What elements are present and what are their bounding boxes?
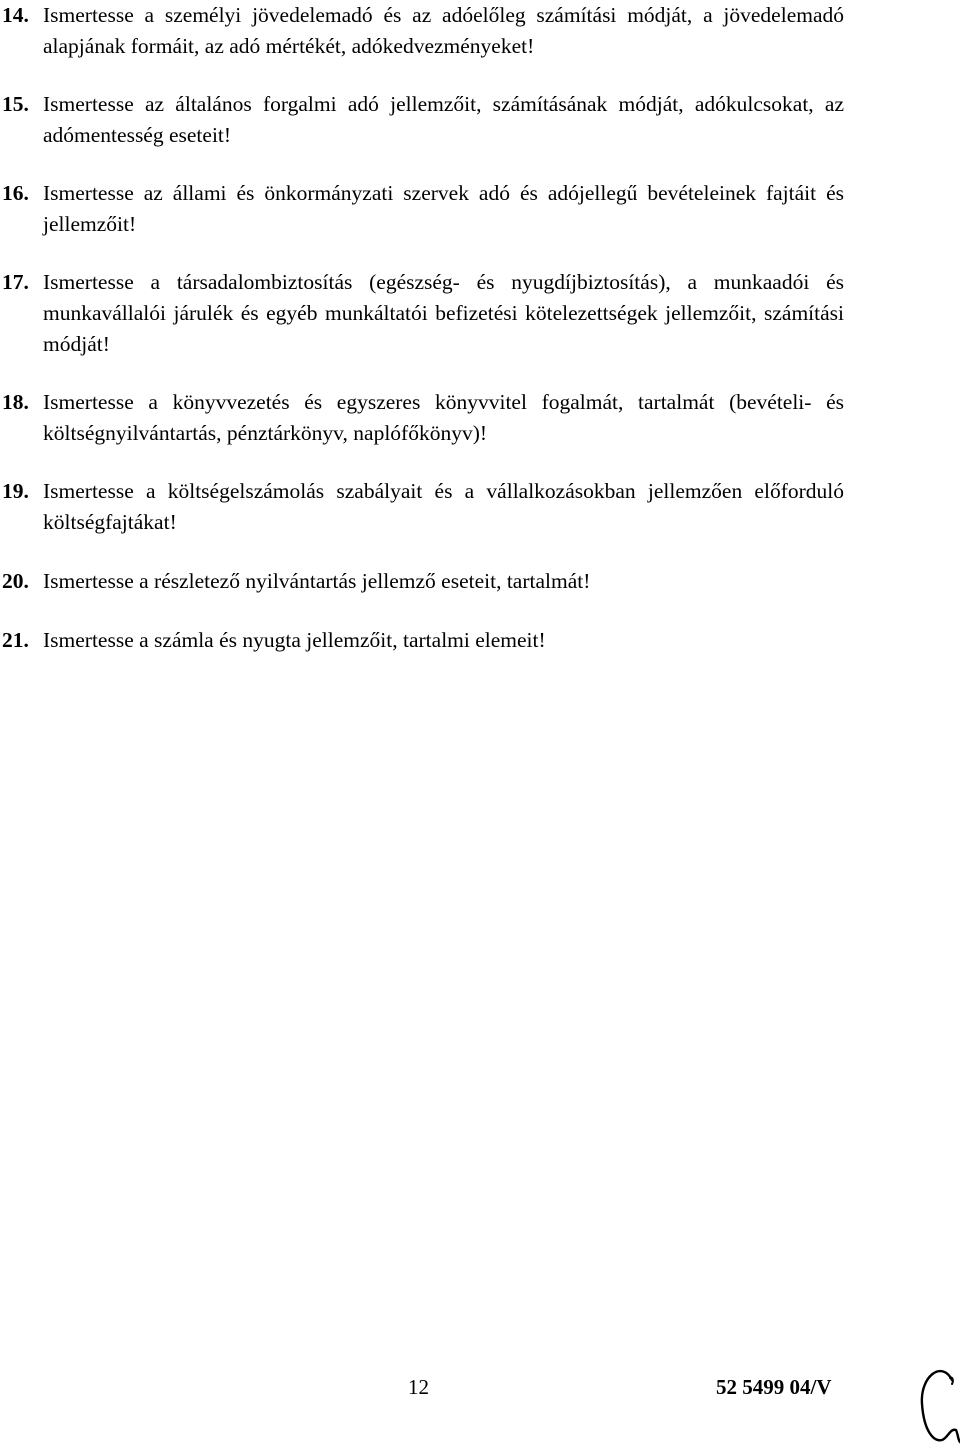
question-item bbox=[2, 387, 844, 449]
question-text: Ismertesse a részletező nyilvántartás jellemző eseteit, tartalmát! bbox=[43, 569, 591, 593]
question-number: 15. bbox=[2, 92, 29, 116]
question-item bbox=[2, 178, 844, 240]
question-text: Ismertesse a személyi jövedelemadó és az adóelőleg számítási módját, a jövedelemadó alapjának formáit, az adó mértékét, adókedvezményeket! bbox=[43, 3, 844, 58]
question-item bbox=[2, 267, 844, 360]
page-number: 12 bbox=[408, 1375, 429, 1399]
question-number: 18. bbox=[2, 390, 29, 414]
question-text: Ismertesse az általános forgalmi adó jellemzőit, számításának módját, adókulcsokat, az adómentesség eseteit! bbox=[43, 92, 844, 147]
question-list bbox=[2, 0, 844, 656]
question-text: Ismertesse a társadalombiztosítás (egészség- és nyugdíjbiztosítás), a munkaadói és munkavállalói járulék és egyéb munkáltatói befizetési kötelezettségek jellemzőit, számítási módját! bbox=[43, 270, 844, 356]
question-item bbox=[2, 625, 844, 656]
question-number: 16. bbox=[2, 181, 29, 205]
question-text: Ismertesse a számla és nyugta jellemzőit, tartalmi elemeit! bbox=[43, 628, 546, 652]
document-code: 52 5499 04/V bbox=[716, 1375, 832, 1399]
question-text: Ismertesse a költségelszámolás szabályait és a vállalkozásokban jellemzően előforduló költségfajtákat! bbox=[43, 479, 844, 534]
question-text: Ismertesse a könyvvezetés és egyszeres könyvvitel fogalmát, tartalmát (bevételi- és költségnyilvántartás, pénztárkönyv, naplófőkönyv)! bbox=[43, 390, 844, 445]
question-item bbox=[2, 476, 844, 538]
question-item bbox=[2, 0, 844, 62]
signature-mark bbox=[912, 1358, 960, 1448]
question-number: 20. bbox=[2, 569, 29, 593]
question-item bbox=[2, 89, 844, 151]
question-number: 19. bbox=[2, 479, 29, 503]
question-text: Ismertesse az állami és önkormányzati szervek adó és adójellegű bevételeinek fajtáit és jellemzőit! bbox=[43, 181, 844, 236]
question-number: 21. bbox=[2, 628, 29, 652]
question-number: 17. bbox=[2, 270, 29, 294]
question-number: 14. bbox=[2, 3, 29, 27]
question-item bbox=[2, 566, 844, 597]
